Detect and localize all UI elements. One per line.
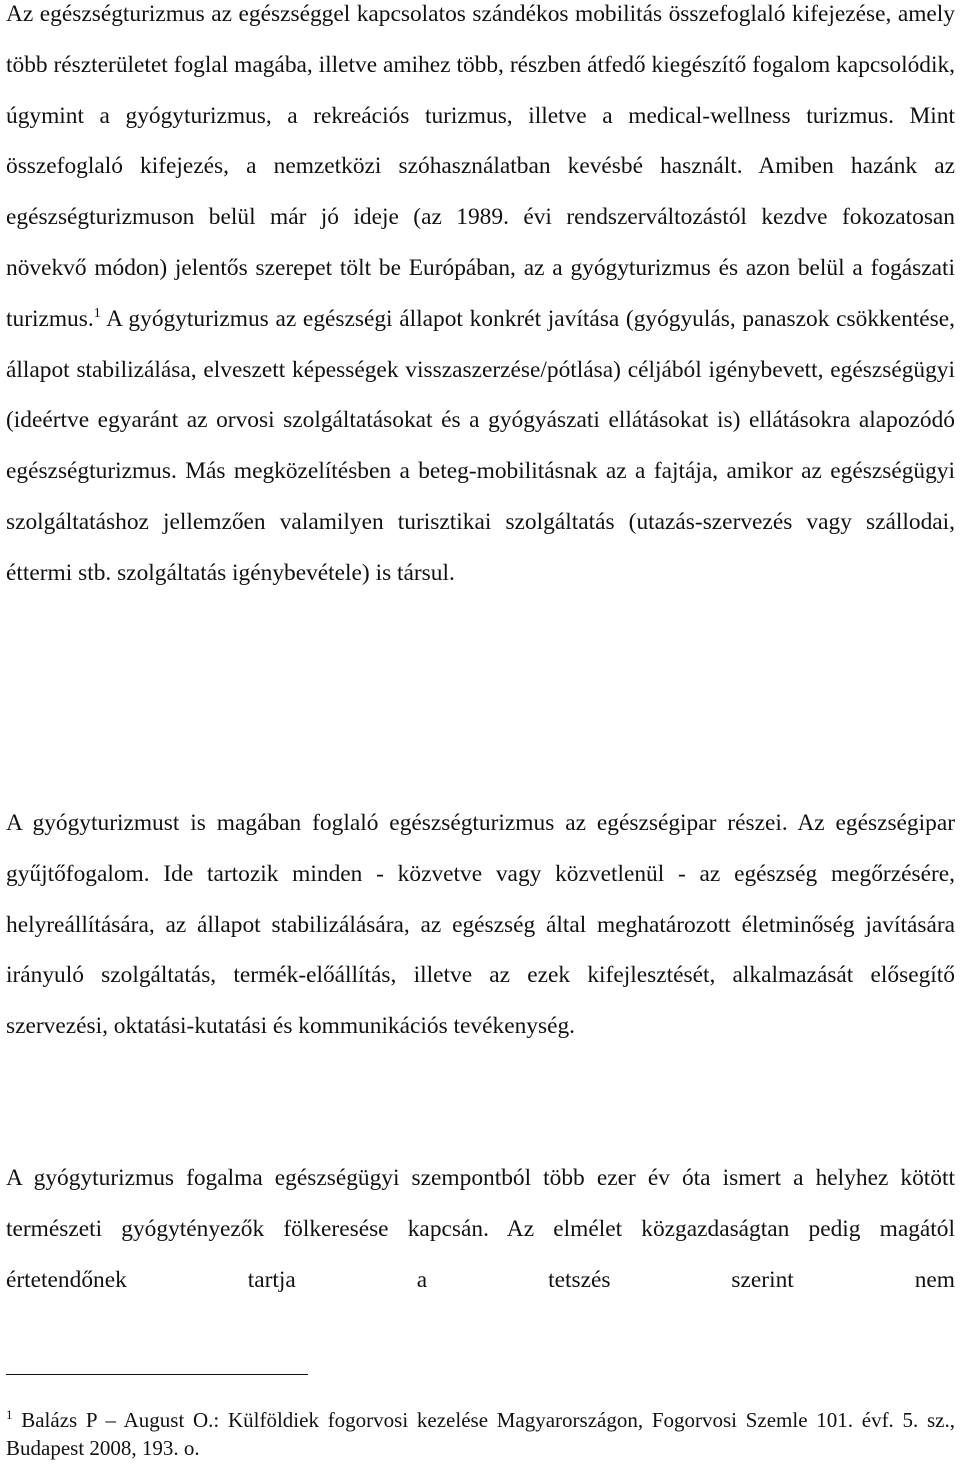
footnote-separator bbox=[6, 1374, 308, 1375]
footnote-reference: 1 bbox=[93, 305, 101, 321]
paragraph-1-text-b: A gyógyturizmus az egészségi állapot konkrét javítása (gyógyulás, panaszok csökkentése, állapot stabilizálása, elveszett képességek visszaszerzése/pótlása) céljából igénybevett, egészségügyi (ideértve egyaránt az orvosi szolgáltatásokat és a gyógyászati ellátásokat is) ellátásokra alapozódó egészségturizmus. Más megközelítésben a beteg-mobilitásnak az a fajtája, amikor az egészségügyi szolgáltatáshoz jellemzően valamilyen turisztikai szolgáltatás (utazás-szervezés vagy szállodai, éttermi stb. szolgáltatás igénybevétele) is társul. bbox=[6, 305, 955, 586]
paragraph-3: A gyógyturizmus fogalma egészségügyi szempontból több ezer év óta ismert a helyhez kötött természeti gyógytényezők fölkeresése kapcsán. Az elmélet közgazdaságtan pedig magától értetendőnek tartja a tetszés szerint nem bbox=[6, 1165, 955, 1293]
paragraph-1-text-a: Az egészségturizmus az egészséggel kapcsolatos szándékos mobilitás összefoglaló kifejezése, amely több részterületet foglal magába, illetve amihez több, részben átfedő kiegészítő fogalom kapcsolódik, úgymint a gyógyturizmus, a rekreációs turizmus, illetve a medical-wellness turizmus. Mint összefoglaló kifejezés, a nemzetközi szóhasználatban kevésbé használt. Amiben hazánk az egészségturizmuson belül már jó ideje (az 1989. évi rendszerváltozástól kezdve fokozatosan növekvő módon) jelentős szerepet tölt be Európában, az a gyógyturizmus és azon belül a fogászati turizmus. bbox=[6, 1, 955, 332]
paragraph-1 bbox=[6, 0, 955, 599]
paragraph-2: A gyógyturizmust is magában foglaló egészségturizmus az egészségipar részei. Az egészségipar gyűjtőfogalom. Ide tartozik minden - közvetve vagy közvetlenül - az egészség megőrzésére, helyreállítására, az állapot stabilizálására, az egészség által meghatározott életminőség javítására irányuló szolgáltatás, termék-előállítás, illetve az ezek kifejlesztését, alkalmazását elősegítő szervezési, oktatási-kutatási és kommunikációs tevékenység. bbox=[6, 810, 955, 1040]
footnote bbox=[6, 1406, 955, 1462]
footnote-text: Balázs P – August O.: Külföldiek fogorvosi kezelése Magyarországon, Fogorvosi Szemle 101. évf. 5. sz., Budapest 2008, 193. o. bbox=[6, 1408, 955, 1460]
footnote-number: 1 bbox=[6, 1407, 13, 1422]
